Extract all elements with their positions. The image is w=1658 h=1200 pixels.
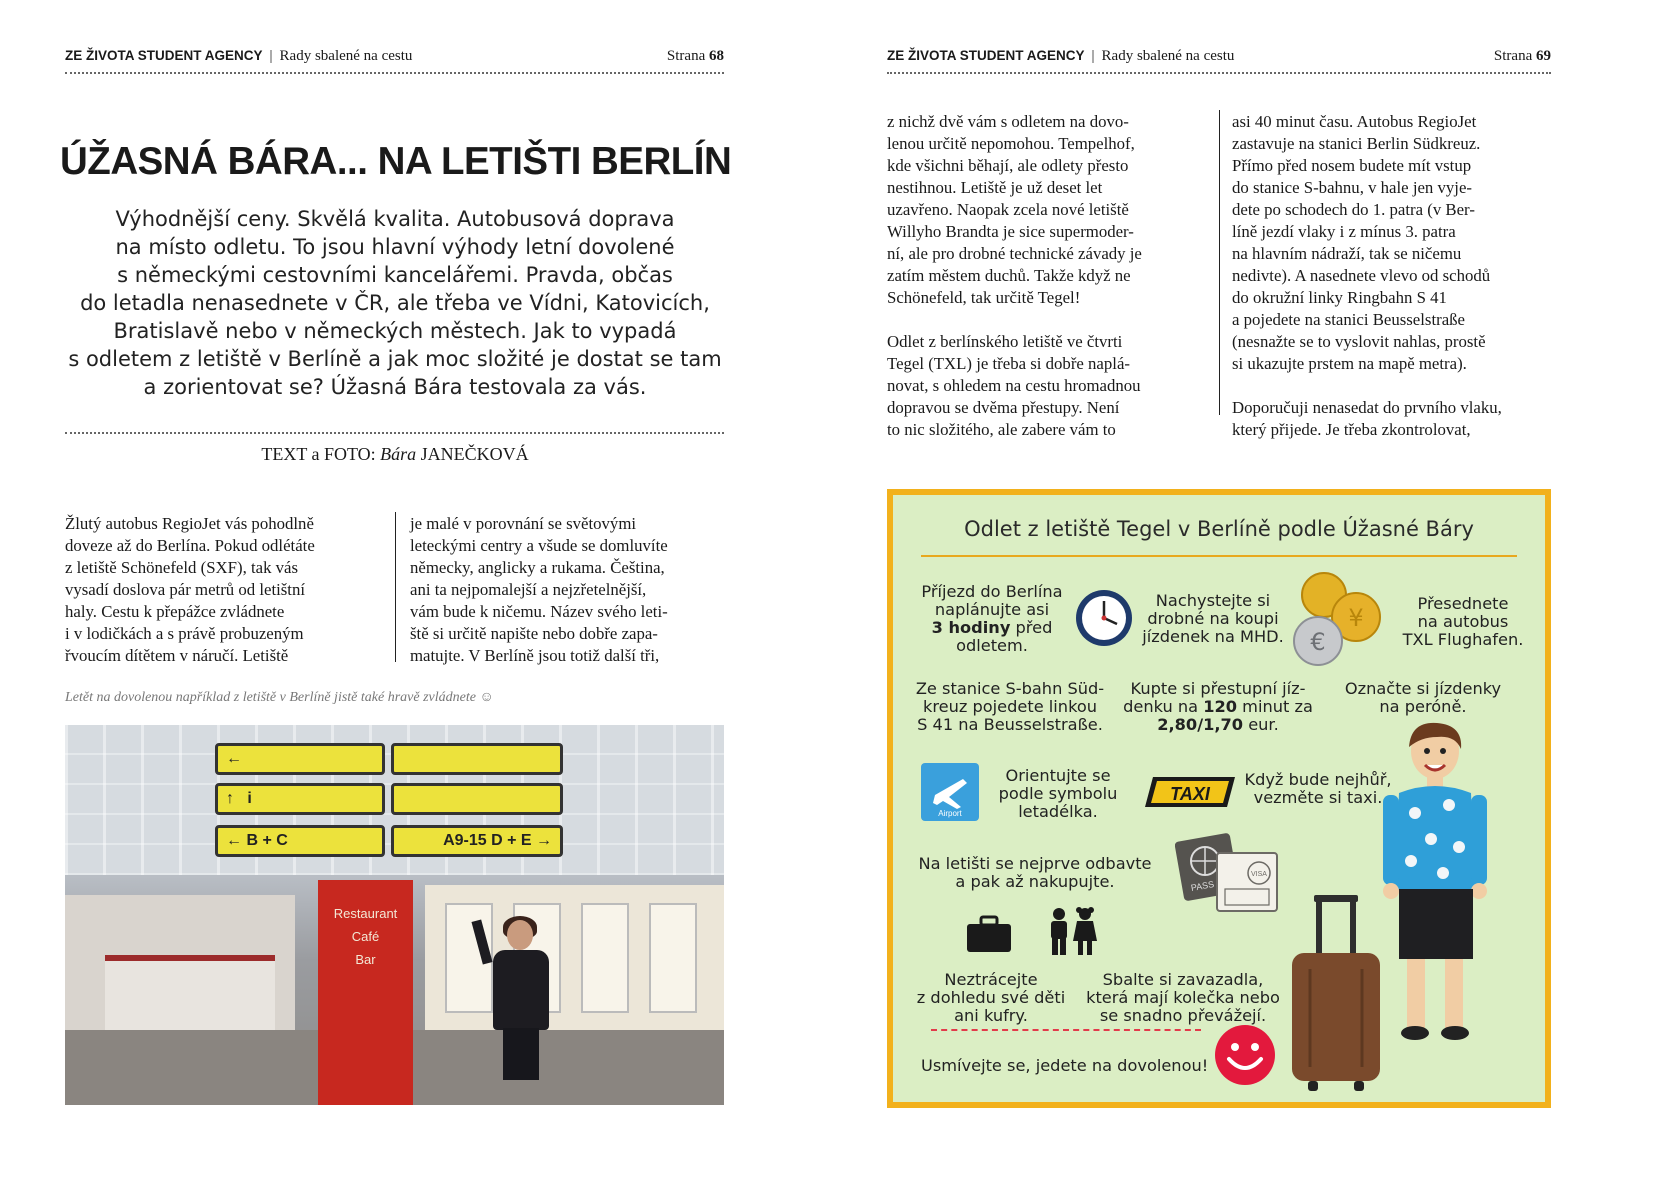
tip-sbahn <box>915 680 1105 734</box>
lede-line: na místo odletu. To jsou hlavní výhody letní dovolené <box>115 235 675 259</box>
tip-line: se snadno převážejí. <box>1099 1006 1267 1025</box>
body-line: doveze až do Berlína. Pokud odlétáte <box>65 536 315 555</box>
body-line: i v lodičkách a s právě probuzeným <box>65 624 304 643</box>
airport-plane-icon <box>921 763 979 821</box>
body-line: to nic složitého, ale zabere vám to <box>887 420 1116 439</box>
photo-traveller <box>485 920 555 1080</box>
body-line: řvoucím dítětem v náručí. Letiště <box>65 646 289 665</box>
sign-row <box>215 783 385 815</box>
tip-line: drobné na koupi <box>1147 609 1279 628</box>
passport-label: PASS <box>1190 879 1215 893</box>
smiley-icon <box>1213 1023 1277 1087</box>
header-divider <box>887 72 1551 74</box>
tip-line: Přesednete <box>1417 594 1509 613</box>
page-number <box>667 48 724 65</box>
body-line: Tegel (TXL) je třeba si dobře naplá- <box>887 354 1130 373</box>
body-line: z nichž dvě vám s odletem na dovo- <box>887 112 1129 131</box>
page-number <box>1494 48 1551 65</box>
tip-line: Když bude nejhůř, <box>1244 770 1392 789</box>
body-line: leteckými centry a všude se domluvíte <box>410 536 668 555</box>
infographic-box <box>887 489 1551 1108</box>
tip-line: Neztrácejte <box>944 970 1038 989</box>
body-line: Odlet z berlínského letiště ve čtvrti <box>887 332 1123 351</box>
tip-line: Kupte si přestupní jíz- <box>1130 679 1306 698</box>
tip-line: Na letišti se nejprve odbavte <box>918 854 1152 873</box>
tip-line: Nachystejte si <box>1155 591 1271 610</box>
lede-divider <box>65 432 724 434</box>
sign-row: ← <box>215 743 385 775</box>
tip-line-post: eur. <box>1243 715 1279 734</box>
sign-row: A9-15 D + E → <box>391 825 563 857</box>
tip-line-rest: před <box>1010 618 1053 637</box>
tip-line: S 41 na Beusselstraße. <box>917 715 1103 734</box>
suitcase-icon <box>965 915 1013 953</box>
body-line: z letiště Schönefeld (SXF), tak vás <box>65 558 299 577</box>
header-divider <box>65 72 724 74</box>
body-column-2 <box>410 513 725 667</box>
sign-row: ← B + C <box>215 825 385 857</box>
airport-photo <box>65 725 724 1105</box>
section-name: ZE ŽIVOTA STUDENT AGENCY <box>65 48 263 63</box>
body-line: a pojedete na stanici Beusselstraße <box>1232 310 1465 329</box>
section-name: ZE ŽIVOTA STUDENT AGENCY <box>887 48 1085 63</box>
body-line: který přijede. Je třeba zkontrolovat, <box>1232 420 1471 439</box>
tip-line-pre: denku na <box>1123 697 1204 716</box>
tip-line: na autobus <box>1417 612 1509 631</box>
taxi-badge-label: TAXI <box>1170 784 1210 804</box>
infographic-title: Odlet z letiště Tegel v Berlíně podle Úžasné Báry <box>964 517 1474 541</box>
tip-line: podle symbolu <box>998 784 1118 803</box>
lede-line: a zorientovat se? Úžasná Bára testovala za vás. <box>143 375 647 399</box>
body-line: je malé v porovnání se světovými <box>410 514 637 533</box>
tip-highlight: 120 <box>1203 697 1238 716</box>
body-line: Willyho Brandta je sice supermoder- <box>887 222 1134 241</box>
body-line: vysadí doslova pár metrů od letištní <box>65 580 306 599</box>
lede-line: Výhodnější ceny. Skvělá kvalita. Autobusová doprava <box>115 207 675 231</box>
dashed-divider <box>931 1029 1201 1031</box>
body-line: ště si určitě napište nebo dobře zapa- <box>410 624 658 643</box>
body-line: novat, s ohledem na cestu hromadnou <box>887 376 1141 395</box>
tip-luggage <box>1083 971 1283 1025</box>
tip-line: Sbalte si zavazadla, <box>1102 970 1264 989</box>
page-label: Strana <box>1493 48 1533 64</box>
lede-line: Bratislavě nebo v německých městech. Jak to vypadá <box>113 319 677 343</box>
tip-smile: Usmívejte se, jedete na dovolenou! <box>921 1056 1209 1075</box>
tip-line <box>1118 716 1318 734</box>
body-line: dopravou se dvěma přestupy. Není <box>887 398 1120 417</box>
page-number-value: 69 <box>1536 48 1551 64</box>
body-line: nestihnou. Letiště je už deset let <box>887 178 1103 197</box>
column-rule <box>395 512 396 662</box>
body-line: ní, ale pro drobné technické závady je <box>887 244 1142 263</box>
taxi-icon <box>1143 775 1237 809</box>
byline <box>60 444 730 465</box>
body-line: lenou určitě nepomohou. Tempelhof, <box>887 134 1135 153</box>
tip-bus <box>1393 595 1533 649</box>
sign-info: i <box>247 790 252 807</box>
photo-caption: Letět na dovolenou například z letiště v Berlíně jistě také hravě zvládnete ☺ <box>65 690 494 705</box>
tip-line: z dohledu své děti <box>916 988 1066 1007</box>
article-headline: ÚŽASNÁ BÁRA... NA LETIŠTI BERLÍN <box>60 140 732 183</box>
body-column-1 <box>65 513 375 667</box>
tip-line: Orientujte se <box>1005 766 1111 785</box>
tip-line: TXL Flughafen. <box>1402 630 1524 649</box>
body-line: dete po schodech do 1. patra (v Ber- <box>1232 200 1475 219</box>
running-head-separator: | <box>1091 48 1095 64</box>
body-line: Přímo před nosem budete mít vstup <box>1232 156 1472 175</box>
section-subtitle: Rady sbalené na cestu <box>279 48 413 64</box>
body-line: Žlutý autobus RegioJet vás pohodlně <box>65 514 314 533</box>
body-line: zastavuje na stanici Berlin Südkreuz. <box>1232 134 1481 153</box>
lede-line: do letadla nenasednete v ČR, ale třeba ve Vídni, Katovicích, <box>80 291 710 315</box>
tourist-figure-icon <box>1377 721 1497 1081</box>
lede-line: s německými cestovními kancelářemi. Pravda, občas <box>117 263 673 287</box>
lede-line: s odletem z letiště v Berlíně a jak moc složité je dostat se tam <box>68 347 722 371</box>
tip-taxi <box>1243 771 1393 807</box>
running-head <box>65 48 724 74</box>
body-line: do okružní linky Ringbahn S 41 <box>1232 288 1447 307</box>
pillar-text: Bar <box>355 952 376 967</box>
body-line: haly. Cestu k přepážce zvládnete <box>65 602 285 621</box>
running-head-separator: | <box>269 48 273 64</box>
tip-line: vezměte si taxi. <box>1253 788 1383 807</box>
column-rule <box>1219 110 1220 415</box>
tip-line: kreuz pojedete linkou <box>922 697 1098 716</box>
body-line: uzavřeno. Naopak zcela nové letiště <box>887 200 1129 219</box>
body-line: německy, anglicky a rukama. Čeština, <box>410 558 665 577</box>
tip-line: naplánujte asi <box>934 600 1050 619</box>
tip-line <box>1118 698 1318 716</box>
photo-signboard <box>215 743 563 869</box>
body-line: vám bude k ničemu. Název svého leti- <box>410 602 668 621</box>
tip-line: na peróně. <box>1379 697 1467 716</box>
photo-shopfront <box>425 885 724 1030</box>
svg-text:€: € <box>1310 628 1326 656</box>
tip-line: Příjezd do Berlína <box>921 582 1063 601</box>
tip-line: jízdenek na MHD. <box>1142 627 1284 646</box>
body-column-3 <box>887 111 1197 441</box>
photo-info-desk <box>65 895 295 1035</box>
tip-checkin <box>915 855 1155 891</box>
tip-line: Ze stanice S-bahn Süd- <box>915 679 1105 698</box>
sign-row <box>391 743 563 775</box>
page-label: Strana <box>666 48 706 64</box>
body-line: do stanice S-bahnu, v hale jen vyje- <box>1232 178 1472 197</box>
body-line: nedivte). A nasednete vlevo od schodů <box>1232 266 1491 285</box>
clock-icon <box>1073 587 1135 649</box>
body-line: matujte. V Berlíně jsou totiž další tři, <box>410 646 660 665</box>
children-icon <box>1043 907 1101 957</box>
sign-row <box>391 783 563 815</box>
sign-arrow: ↑ <box>226 790 234 807</box>
coins-icon <box>1288 571 1388 671</box>
body-line: asi 40 minut času. Autobus RegioJet <box>1232 112 1477 131</box>
tip-line: Označte si jízdenky <box>1344 679 1502 698</box>
body-line: Doporučuji nenasedat do prvního vlaku, <box>1232 398 1502 417</box>
tip-ticket <box>1118 680 1318 734</box>
pillar-text: Café <box>351 929 380 944</box>
rolling-suitcase-icon <box>1288 895 1384 1095</box>
tip-line: odletem. <box>956 636 1028 655</box>
tip-stamp <box>1333 680 1513 716</box>
body-line: ani ta nejpomalejší a nejzřetelnější, <box>410 580 647 599</box>
body-line: kde všichni běhají, ale odlety přesto <box>887 156 1129 175</box>
body-line: na hlavním nádraží, tak se ničemu <box>1232 244 1462 263</box>
body-line: zatím městem duchů. Takže když ne <box>887 266 1131 285</box>
article-lede <box>60 205 730 401</box>
tip-symbol <box>988 767 1128 821</box>
body-line: Schönefeld, tak určitě Tegel! <box>887 288 1081 307</box>
body-line: líně jezdí vlaky i z mínus 3. patra <box>1232 222 1456 241</box>
photo-restaurant-pillar <box>318 880 413 1105</box>
tip-line <box>917 619 1067 637</box>
svg-text:¥: ¥ <box>1348 604 1364 632</box>
infographic-title-rule <box>921 555 1517 557</box>
byline-first-name: Bára <box>380 444 417 464</box>
visa-label: VISA <box>1251 871 1267 878</box>
tip-line-post: minut za <box>1237 697 1313 716</box>
passport-visa-icon <box>1175 833 1283 917</box>
tip-highlight: 2,80/1,70 <box>1157 715 1244 734</box>
page-69 <box>829 0 1658 1200</box>
tip-arrival <box>917 583 1067 655</box>
page-number-value: 68 <box>709 48 724 64</box>
byline-last-name: JANEČKOVÁ <box>420 444 529 464</box>
byline-prefix: TEXT a FOTO: <box>261 444 376 464</box>
body-line: si ukazujte prstem na mapě metra). <box>1232 354 1467 373</box>
tip-line: a pak až nakupujte. <box>955 872 1115 891</box>
tip-line: ani kufry. <box>954 1006 1028 1025</box>
tip-kids <box>911 971 1071 1025</box>
tip-line: letadélka. <box>1018 802 1098 821</box>
body-column-4 <box>1232 111 1552 441</box>
body-line: (nesnažte se to vyslovit nahlas, prostě <box>1232 332 1486 351</box>
pillar-text: Restaurant <box>333 906 398 921</box>
airport-badge-label: Airport <box>938 809 962 818</box>
tip-highlight: 3 hodiny <box>931 618 1011 637</box>
running-head <box>887 48 1551 74</box>
tip-change <box>1138 592 1288 646</box>
tip-line: která mají kolečka nebo <box>1086 988 1280 1007</box>
section-subtitle: Rady sbalené na cestu <box>1101 48 1235 64</box>
